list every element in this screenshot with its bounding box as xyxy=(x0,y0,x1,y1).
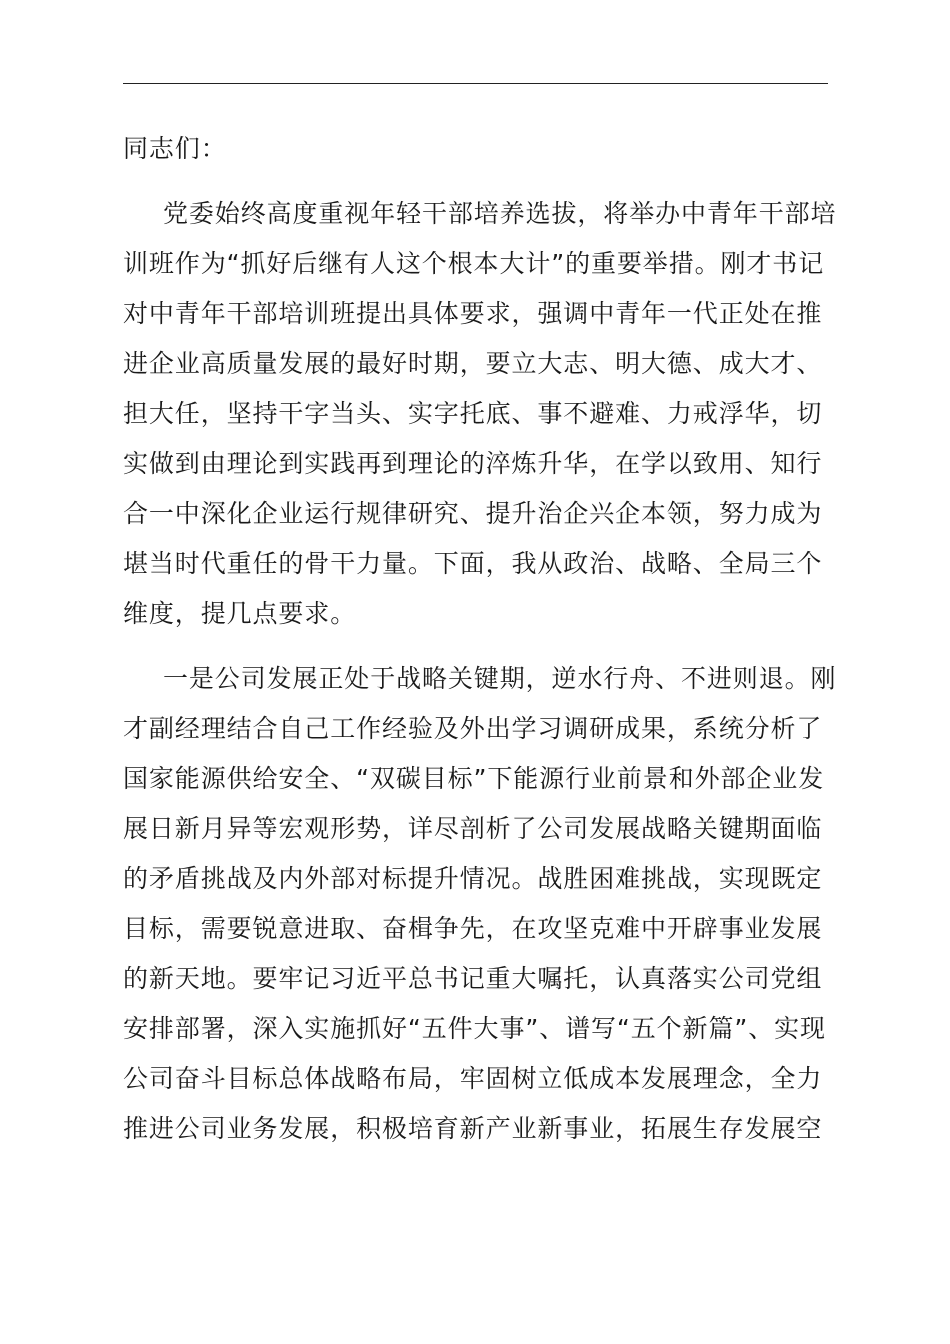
paragraph-line: 训班作为“抓好后继有人这个根本大计”的重要举措。刚才书记 xyxy=(123,249,825,278)
paragraph-1 xyxy=(123,189,837,639)
paragraph-line: 国家能源供给安全、“双碳目标”下能源行业前景和外部企业发 xyxy=(123,764,825,793)
paragraph-line: 的新天地。要牢记习近平总书记重大嘱托，认真落实公司党组 xyxy=(123,964,823,993)
salutation: 同志们： xyxy=(123,134,227,163)
paragraph-spacer xyxy=(123,174,828,189)
paragraph-line: 维度，提几点要求。 xyxy=(123,599,357,628)
paragraph-line: 目标，需要锐意进取、奋楫争先，在攻坚克难中开辟事业发展 xyxy=(123,914,823,943)
document-body xyxy=(123,124,837,1154)
paragraph-line: 推进公司业务发展，积极培育新产业新事业，拓展生存发展空 xyxy=(123,1114,823,1143)
paragraph-line: 才副经理结合自己工作经验及外出学习调研成果，系统分析了 xyxy=(123,714,823,743)
paragraph-line: 党委始终高度重视年轻干部培养选拔，将举办中青年干部培 xyxy=(163,199,837,228)
paragraph-line: 进企业高质量发展的最好时期，要立大志、明大德、成大才、 xyxy=(123,349,823,378)
paragraph-line: 对中青年干部培训班提出具体要求，强调中青年一代正处在推 xyxy=(123,299,823,328)
paragraph-2 xyxy=(123,654,837,1154)
header-rule xyxy=(123,83,828,84)
paragraph-line: 展日新月异等宏观形势，详尽剖析了公司发展战略关键期面临 xyxy=(123,814,823,843)
paragraph-line: 的矛盾挑战及内外部对标提升情况。战胜困难挑战，实现既定 xyxy=(123,864,823,893)
paragraph-line: 公司奋斗目标总体战略布局，牢固树立低成本发展理念，全力 xyxy=(123,1064,823,1093)
paragraph-line: 一是公司发展正处于战略关键期，逆水行舟、不进则退。刚 xyxy=(163,664,837,693)
paragraph-line: 安排部署，深入实施抓好“五件大事”、谱写“五个新篇”、实现 xyxy=(123,1014,826,1043)
paragraph-line: 担大任，坚持干字当头、实字托底、事不避难、力戒浮华，切 xyxy=(123,399,823,428)
paragraph-spacer xyxy=(123,639,828,654)
paragraph-line: 合一中深化企业运行规律研究、提升治企兴企本领，努力成为 xyxy=(123,499,823,528)
paragraph-line: 堪当时代重任的骨干力量。下面，我从政治、战略、全局三个 xyxy=(123,549,823,578)
paragraph-line: 实做到由理论到实践再到理论的淬炼升华，在学以致用、知行 xyxy=(123,449,823,478)
